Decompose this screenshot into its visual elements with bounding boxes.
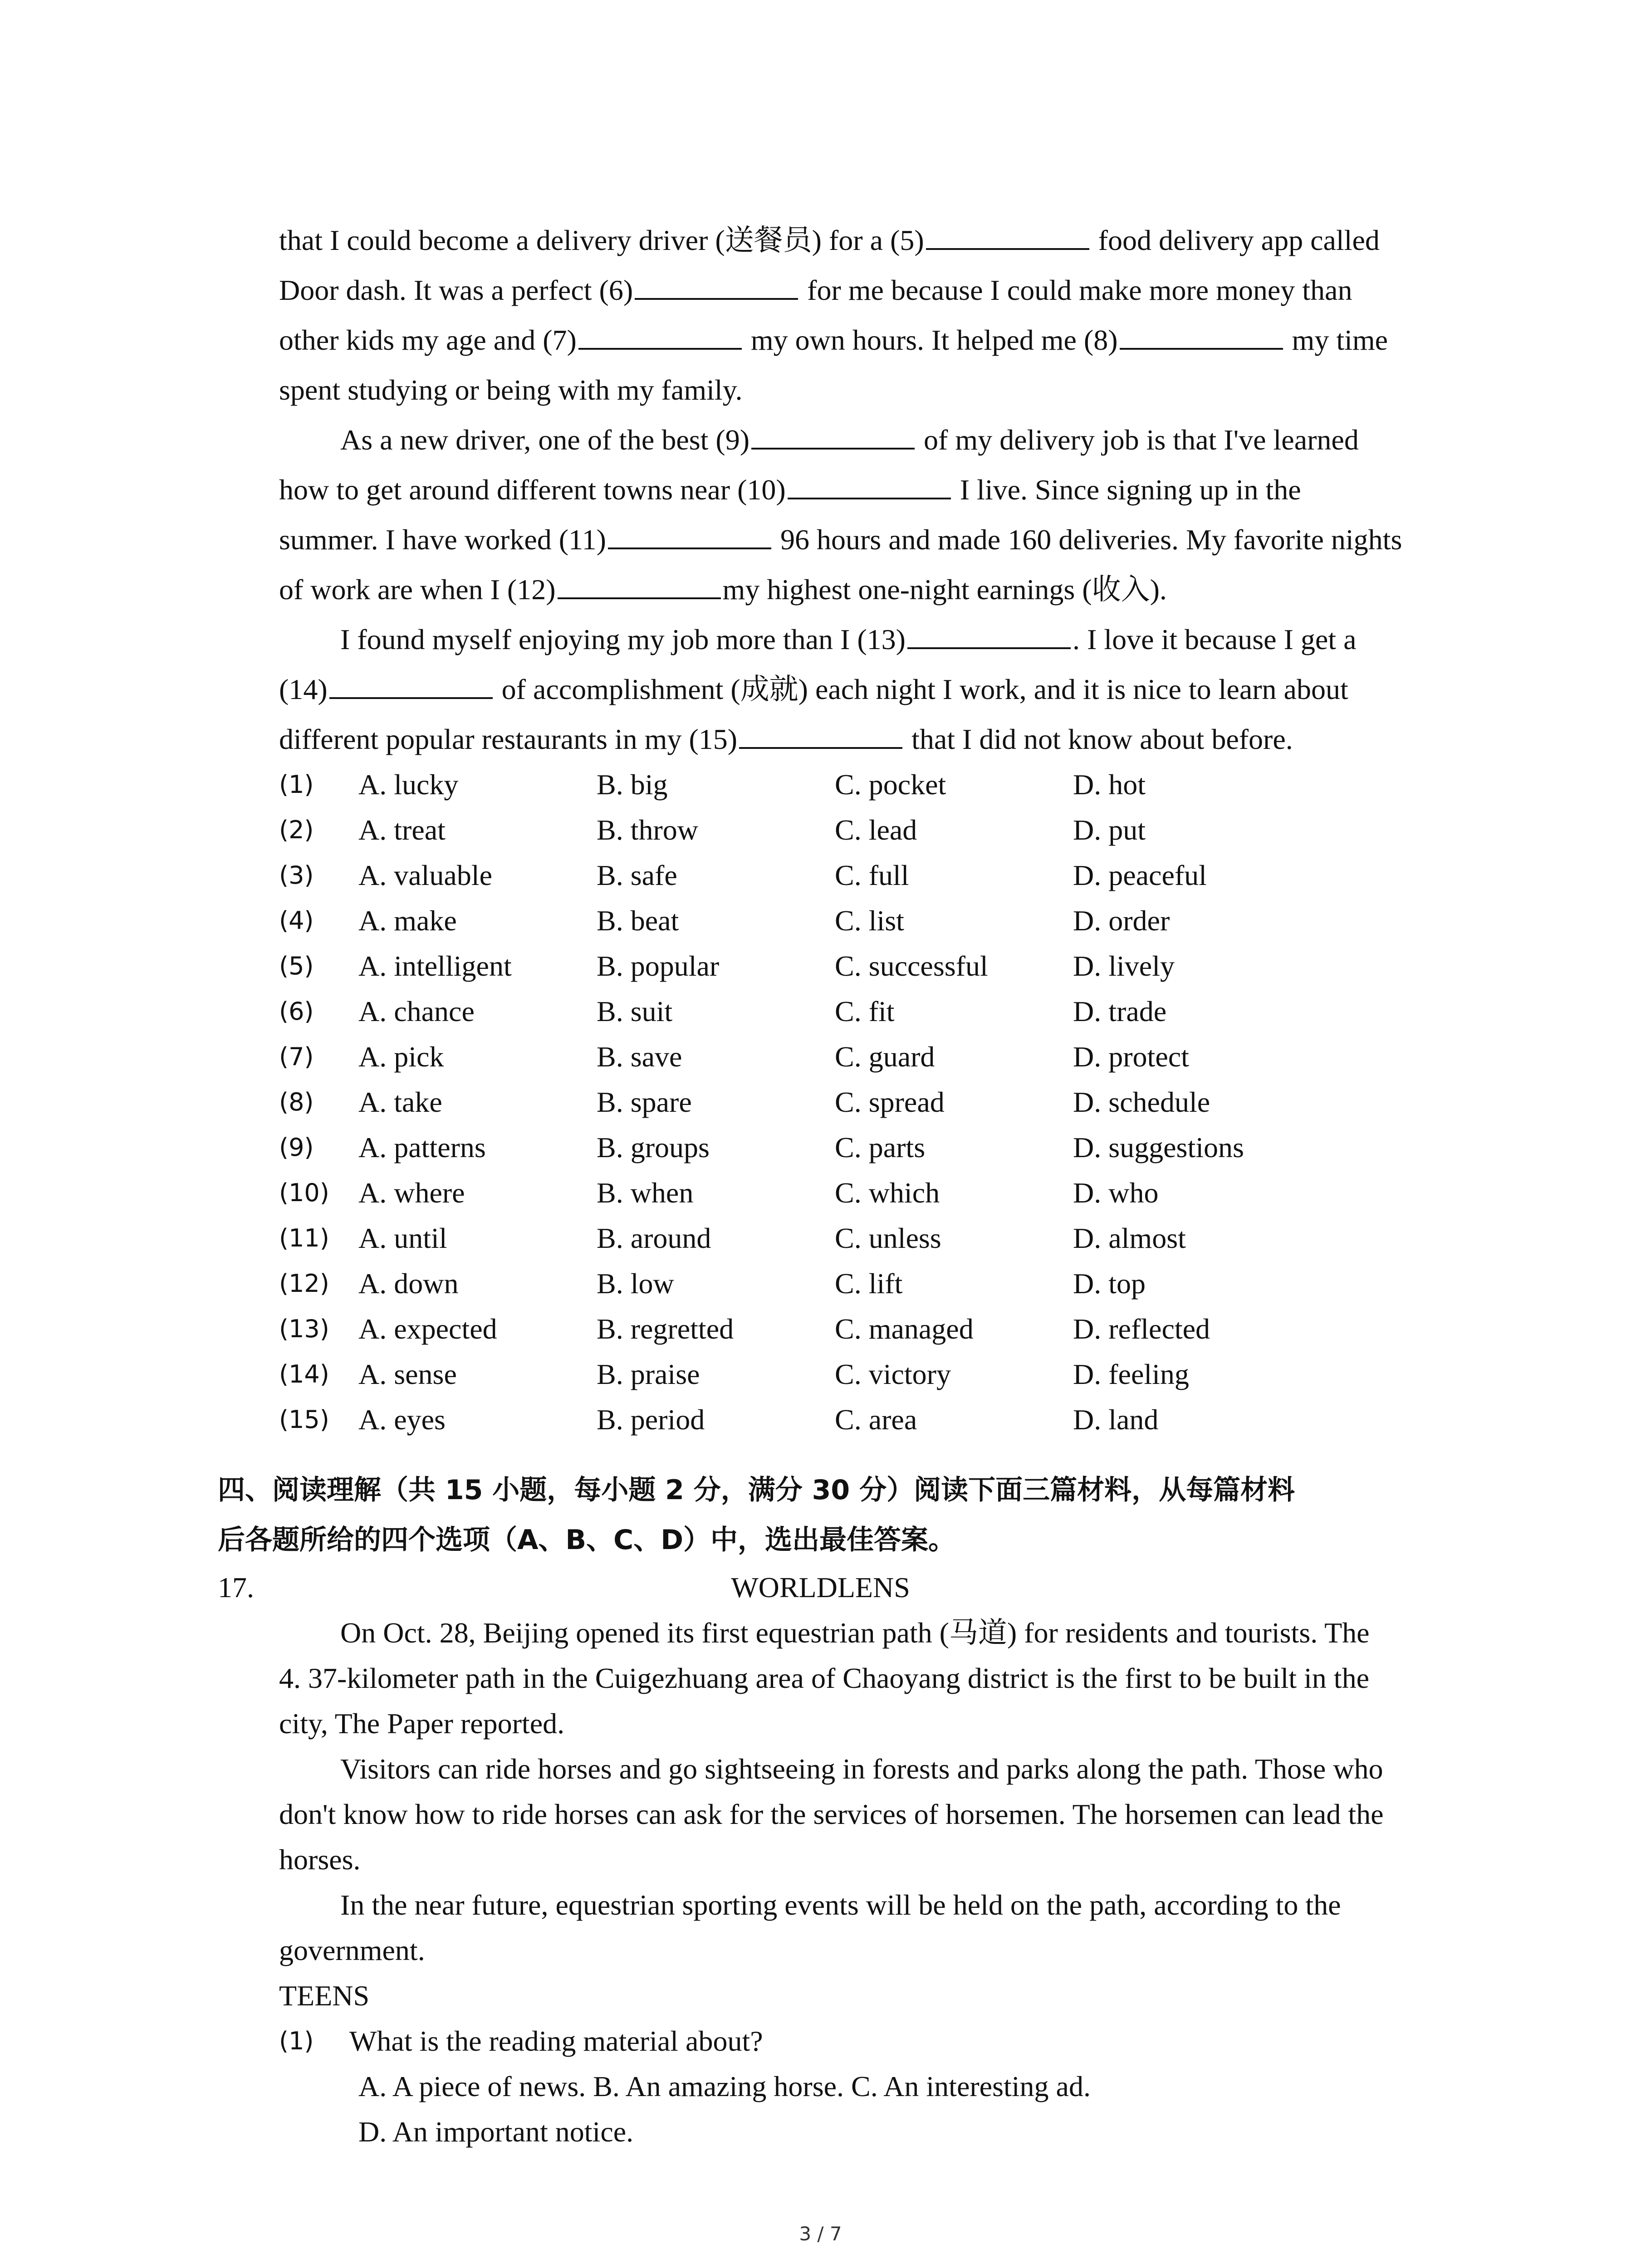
article-source: TEENS [279,1980,370,2012]
option-number: (9) [279,1133,314,1162]
option-c[interactable]: C. list [835,904,904,937]
option-row [279,807,1459,853]
option-d[interactable]: D. top [1073,1267,1146,1300]
answer-blank[interactable] [1120,321,1283,350]
option-d[interactable]: D. reflected [1073,1313,1210,1345]
option-a[interactable]: A. until [358,1222,447,1254]
answer-blank[interactable] [751,420,915,450]
option-d[interactable]: D. hot [1073,768,1146,801]
option-c[interactable]: C. victory [835,1358,951,1390]
option-c[interactable]: C. lead [835,814,917,846]
article-line: horses. [279,1843,361,1876]
option-row [279,898,1459,943]
option-a[interactable]: A. chance [358,995,475,1027]
option-a[interactable]: A. treat [358,814,446,846]
article-line: 4. 37-kilometer path in the Cuigezhuang area of Chaoyang district is the first to be built in the [279,1662,1369,1694]
option-d[interactable]: D. feeling [1073,1358,1189,1390]
option-b[interactable]: B. groups [597,1131,710,1163]
answer-blank[interactable] [907,620,1071,649]
option-number: (11) [279,1224,329,1252]
option-row [279,943,1459,989]
option-number: (5) [279,952,314,980]
option-row [279,762,1459,807]
option-number: (12) [279,1269,329,1298]
option-number: (13) [279,1315,329,1343]
passage-line: summer. I have worked (11) 96 hours and made 160 deliveries. My favorite nights [279,515,1459,565]
option-row [279,853,1459,898]
option-c[interactable]: C. full [835,859,909,891]
option-c[interactable]: C. successful [835,950,988,982]
option-row [279,1352,1459,1397]
option-a[interactable]: A. down [358,1267,459,1300]
option-a[interactable]: A. sense [358,1358,457,1390]
option-b[interactable]: B. around [597,1222,711,1254]
option-b[interactable]: B. safe [597,859,677,891]
option-d[interactable]: D. land [1073,1403,1159,1436]
option-b[interactable]: B. when [597,1177,694,1209]
option-b[interactable]: B. suit [597,995,673,1027]
option-number: (15) [279,1405,329,1434]
option-d[interactable]: D. order [1073,904,1170,937]
option-d[interactable]: D. almost [1073,1222,1186,1254]
option-row [279,1125,1459,1170]
article-line: city, The Paper reported. [279,1707,565,1740]
option-b[interactable]: B. period [597,1403,705,1436]
option-d[interactable]: D. put [1073,814,1146,846]
option-row [279,1397,1459,1442]
article-line: On Oct. 28, Beijing opened its first equestrian path (马道) for residents and tourists. The [340,1617,1370,1649]
answer-blank[interactable] [578,321,742,350]
sub-question-text: What is the reading material about? [349,2025,763,2057]
option-c[interactable]: C. managed [835,1313,974,1345]
option-a[interactable]: A. lucky [358,768,459,801]
option-number: (3) [279,861,314,890]
option-row [279,1261,1459,1306]
option-b[interactable]: B. low [597,1267,674,1300]
answer-blank[interactable] [635,271,798,300]
passage-line: I found myself enjoying my job more than I (13) . I love it because I get a [340,615,1520,665]
option-number: (7) [279,1042,314,1071]
section-heading: 后各题所给的四个选项（A、B、C、D）中，选出最佳答案。 [218,1524,956,1556]
passage-line: other kids my age and (7) my own hours. It helped me (8) my time [279,315,1459,365]
option-d[interactable]: D. protect [1073,1041,1189,1073]
option-d[interactable]: D. suggestions [1073,1131,1244,1163]
option-number: (10) [279,1178,329,1207]
option-d[interactable]: D. trade [1073,995,1167,1027]
option-b[interactable]: B. spare [597,1086,692,1118]
option-b[interactable]: B. praise [597,1358,700,1390]
option-c[interactable]: C. pocket [835,768,946,801]
answer-blank[interactable] [608,520,771,549]
option-a[interactable]: A. where [358,1177,465,1209]
option-d[interactable]: D. peaceful [1073,859,1207,891]
option-a[interactable]: A. valuable [358,859,492,891]
option-b[interactable]: B. beat [597,904,679,937]
option-b[interactable]: B. popular [597,950,720,982]
option-number: (4) [279,906,314,935]
passage-line: different popular restaurants in my (15) that I did not know about before. [279,714,1459,764]
option-c[interactable]: C. parts [835,1131,926,1163]
passage-line: how to get around different towns near (10) I live. Since signing up in the [279,465,1459,515]
option-a[interactable]: A. make [358,904,457,937]
option-a[interactable]: A. intelligent [358,950,512,982]
answer-choices[interactable]: A. A piece of news. B. An amazing horse. C. An interesting ad. [358,2070,1091,2102]
option-c[interactable]: C. area [835,1403,917,1436]
passage-line: (14) of accomplishment (成就) each night I work, and it is nice to learn about [279,665,1459,714]
option-d[interactable]: D. schedule [1073,1086,1210,1118]
answer-choices[interactable]: D. An important notice. [358,2116,634,2148]
article-line: In the near future, equestrian sporting events will be held on the path, according to the [340,1889,1341,1921]
option-c[interactable]: C. spread [835,1086,945,1118]
option-number: (6) [279,997,314,1026]
answer-blank[interactable] [926,221,1089,250]
option-row [279,1034,1459,1080]
option-b[interactable]: B. save [597,1041,682,1073]
option-c[interactable]: C. unless [835,1222,941,1254]
article-line: government. [279,1934,425,1966]
option-b[interactable]: B. big [597,768,668,801]
option-a[interactable]: A. expected [358,1313,497,1345]
option-b[interactable]: B. throw [597,814,698,846]
passage-line: As a new driver, one of the best (9) of my delivery job is that I've learned [340,415,1520,465]
option-a[interactable]: A. patterns [358,1131,486,1163]
option-number: (8) [279,1088,314,1116]
option-number: (14) [279,1360,329,1388]
article-line: don't know how to ride horses can ask for the services of horsemen. The horsemen can lead the [279,1798,1384,1830]
option-row [279,1216,1459,1261]
answer-blank[interactable] [329,670,493,699]
sub-question-number: (1) [279,2027,314,2055]
option-row [279,1306,1459,1352]
section-heading: 四、阅读理解（共 15 小题，每小题 2 分，满分 30 分）阅读下面三篇材料，从每篇材料 [218,1474,1295,1506]
passage-line: of work are when I (12) my highest one-night earnings (收入). [279,565,1459,615]
answer-blank[interactable] [788,470,951,499]
option-c[interactable]: C. lift [835,1267,903,1300]
passage-line: that I could become a delivery driver (送餐员) for a (5) food delivery app called [279,215,1459,265]
option-row [279,1080,1459,1125]
article-title: WORLDLENS [731,1571,910,1603]
option-number: (1) [279,770,314,799]
page-number: 3 / 7 [799,2223,842,2245]
option-row [279,989,1459,1034]
option-d[interactable]: D. who [1073,1177,1159,1209]
option-b[interactable]: B. regretted [597,1313,734,1345]
question-number: 17. [218,1571,254,1603]
option-c[interactable]: C. which [835,1177,940,1209]
answer-blank[interactable] [558,570,721,599]
option-c[interactable]: C. guard [835,1041,935,1073]
option-number: (2) [279,816,314,844]
option-c[interactable]: C. fit [835,995,895,1027]
option-a[interactable]: A. take [358,1086,442,1118]
passage-line: spent studying or being with my family. [279,374,743,406]
option-a[interactable]: A. pick [358,1041,444,1073]
option-a[interactable]: A. eyes [358,1403,446,1436]
option-d[interactable]: D. lively [1073,950,1175,982]
option-row [279,1170,1459,1216]
passage-line: Door dash. It was a perfect (6) for me because I could make more money than [279,265,1459,315]
answer-blank[interactable] [739,720,902,749]
article-line: Visitors can ride horses and go sightseeing in forests and parks along the path. Those who [340,1753,1383,1785]
